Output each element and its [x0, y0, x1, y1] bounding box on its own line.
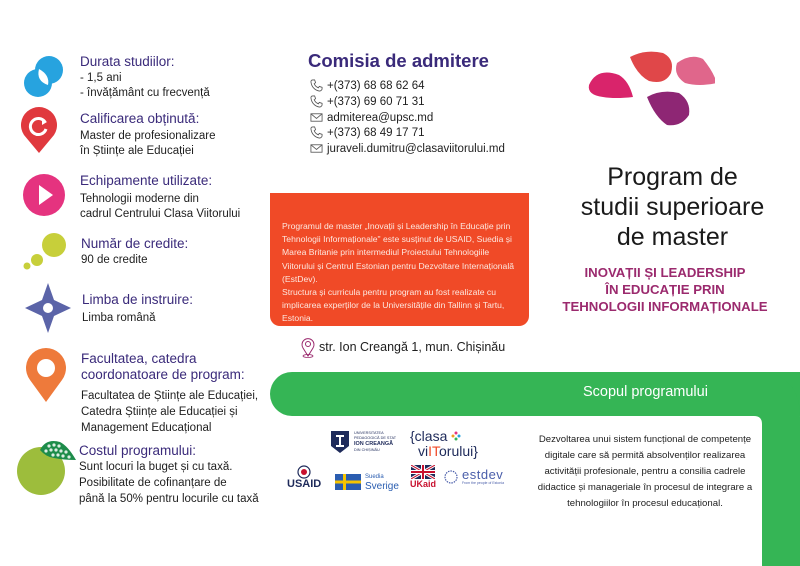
clasa-pinwheel-icon [451, 431, 461, 441]
qualification-line-2: în Științe ale Educației [80, 145, 194, 157]
usaid-logo [287, 465, 321, 490]
qualification-line-1: Master de profesionalizare [80, 130, 216, 142]
program-title-line-2: studii superioare [580, 193, 765, 221]
sweden-line-2: Sverige [365, 481, 399, 492]
language-title: Limba de instruire: [82, 292, 194, 307]
info-faculty [0, 345, 280, 435]
location-pin-icon [25, 347, 67, 403]
usaid-seal-icon [297, 465, 311, 479]
upsc-line-3: ION CREANGĂ [354, 441, 394, 447]
clasa-line-1: {clasa [410, 428, 448, 444]
map-pin-icon [300, 336, 316, 358]
clasa-viitorului-logo [410, 428, 478, 458]
dots-icon [22, 232, 68, 272]
contact-email-2-text[interactable]: juraveli.dumitru@clasaviitorului.md [327, 142, 505, 155]
support-paragraph-2: Structura și curricula pentru program au fost realizate cu implicarea experților de la Universitățile din Tallinn și Tartu, Estonia. [282, 287, 505, 324]
info-cost [0, 438, 280, 508]
cost-line-2: Posibilitate de cofinanțare de [79, 477, 227, 489]
credits-line-1: 90 de credite [81, 254, 148, 266]
info-language [0, 283, 280, 338]
cost-title: Costul programului: [79, 443, 197, 458]
contact-phone-2-text[interactable]: +(373) 69 60 71 31 [327, 95, 425, 108]
program-subtitle-line-1: INOVAȚII ȘI LEADERSHIP [584, 265, 746, 280]
ukaid-logo [410, 465, 436, 489]
credits-title: Număr de credite: [81, 236, 189, 251]
envelope-icon [310, 142, 323, 155]
equipment-title: Echipamente utilizate: [80, 173, 213, 188]
contact-email-2[interactable] [310, 142, 505, 155]
uk-flag-icon [411, 465, 435, 479]
faculty-line-2: Catedra Științe ale Educației și [81, 406, 238, 418]
estdev-name: estdev [462, 467, 504, 482]
estdev-logo [443, 468, 504, 486]
coin-circle-icon [16, 438, 78, 498]
program-title-line-3: de master [616, 223, 729, 251]
program-support-box [270, 193, 529, 326]
ukaid-text: UKaid [410, 479, 437, 489]
support-paragraph-1: Programul de master „Inovații și Leadership în Educație prin Tehnologii Informaționale" este susținut de USAID, Suedia și Marea Britanie prin intermediul Proiectului Tehnologiile Viitorului și Centrul Estonian pentru Dezvoltare Internațională (EstDev). [282, 221, 515, 284]
info-equipment [0, 170, 280, 225]
faculty-line-1: Facultatea de Științe ale Educației, [81, 390, 259, 402]
upsc-shield-icon [330, 430, 350, 454]
clasa-line-2c: orului} [439, 443, 478, 459]
contact-email-1-text[interactable]: admiterea@upsc.md [327, 111, 434, 124]
contact-phone-3[interactable] [310, 126, 425, 139]
overlapping-circles-icon [22, 55, 66, 99]
petals-logo-icon [585, 45, 715, 135]
phone-icon [310, 95, 323, 108]
admission-committee-title: Comisia de admitere [308, 50, 489, 71]
info-qualification [0, 105, 280, 165]
program-title [545, 162, 800, 252]
contact-phone-1[interactable] [310, 79, 425, 92]
upsc-logo [330, 430, 396, 454]
language-line-1: Limba română [82, 312, 156, 324]
contact-phone-2[interactable] [310, 95, 425, 108]
phone-icon [310, 126, 323, 139]
contact-phone-3-text[interactable]: +(373) 68 49 17 71 [327, 126, 425, 139]
cost-line-1: Sunt locuri la buget și cu taxă. [79, 461, 233, 473]
estdev-burst-icon [443, 469, 459, 485]
upsc-line-1: UNIVERSITATEA [354, 431, 384, 435]
equipment-line-2: cadrul Centrului Clasa Viitorului [80, 208, 241, 220]
program-subtitle-line-2: ÎN EDUCAȚIE PRIN [605, 282, 725, 297]
info-credits [0, 230, 280, 275]
address-text: str. Ion Creangă 1, mun. Chișinău [319, 340, 506, 354]
faculty-line-3: Management Educațional [81, 422, 212, 434]
program-subtitle-line-3: TEHNOLOGII INFORMAȚIONALE [562, 299, 768, 314]
play-circle-icon [22, 173, 66, 217]
refresh-pin-icon [18, 105, 60, 155]
duration-line-1: - 1,5 ani [80, 72, 122, 84]
envelope-icon [310, 111, 323, 124]
compass-star-icon [24, 283, 72, 333]
usaid-text: USAID [287, 478, 322, 490]
cost-line-3: până la 50% pentru locurile cu taxă [79, 493, 259, 505]
scope-title: Scopul programului [583, 384, 708, 400]
info-duration [0, 40, 280, 110]
faculty-title-line-2: coordonatoare de program: [81, 367, 245, 382]
program-title-line-1: Program de [607, 163, 738, 191]
upsc-line-4: DIN CHIȘINĂU [354, 448, 380, 452]
sweden-line-1: Suedia [365, 474, 384, 480]
sweden-flag-icon [335, 474, 361, 490]
program-subtitle [530, 264, 800, 315]
partner-logos [280, 425, 520, 500]
phone-icon [310, 79, 323, 92]
faculty-title-line-1: Facultatea, catedra [81, 351, 197, 366]
sweden-logo [335, 472, 399, 492]
contact-email-1[interactable] [310, 111, 433, 124]
duration-line-2: - învățământ cu frecvență [80, 87, 210, 99]
clasa-line-2a: vi [418, 443, 429, 459]
upsc-line-2: PEDAGOGICĂ DE STAT [354, 436, 397, 440]
scope-text: Dezvoltarea unui sistem funcțional de competențe digitale care să permită absolvenților realizarea activității profesionale, pentru a consilia cadrele didactice și manageriale în procesul de integrare a tehnologiilor în procesul educațional. [537, 434, 753, 509]
address [300, 336, 505, 358]
duration-title: Durata studiilor: [80, 54, 175, 69]
contact-phone-1-text[interactable]: +(373) 68 68 62 64 [327, 79, 425, 92]
clasa-line-2b: IT [428, 443, 440, 459]
equipment-line-1: Tehnologii moderne din [80, 193, 199, 205]
qualification-title: Calificarea obținută: [80, 111, 200, 126]
estdev-tagline: From the people of Estonia [462, 481, 505, 485]
